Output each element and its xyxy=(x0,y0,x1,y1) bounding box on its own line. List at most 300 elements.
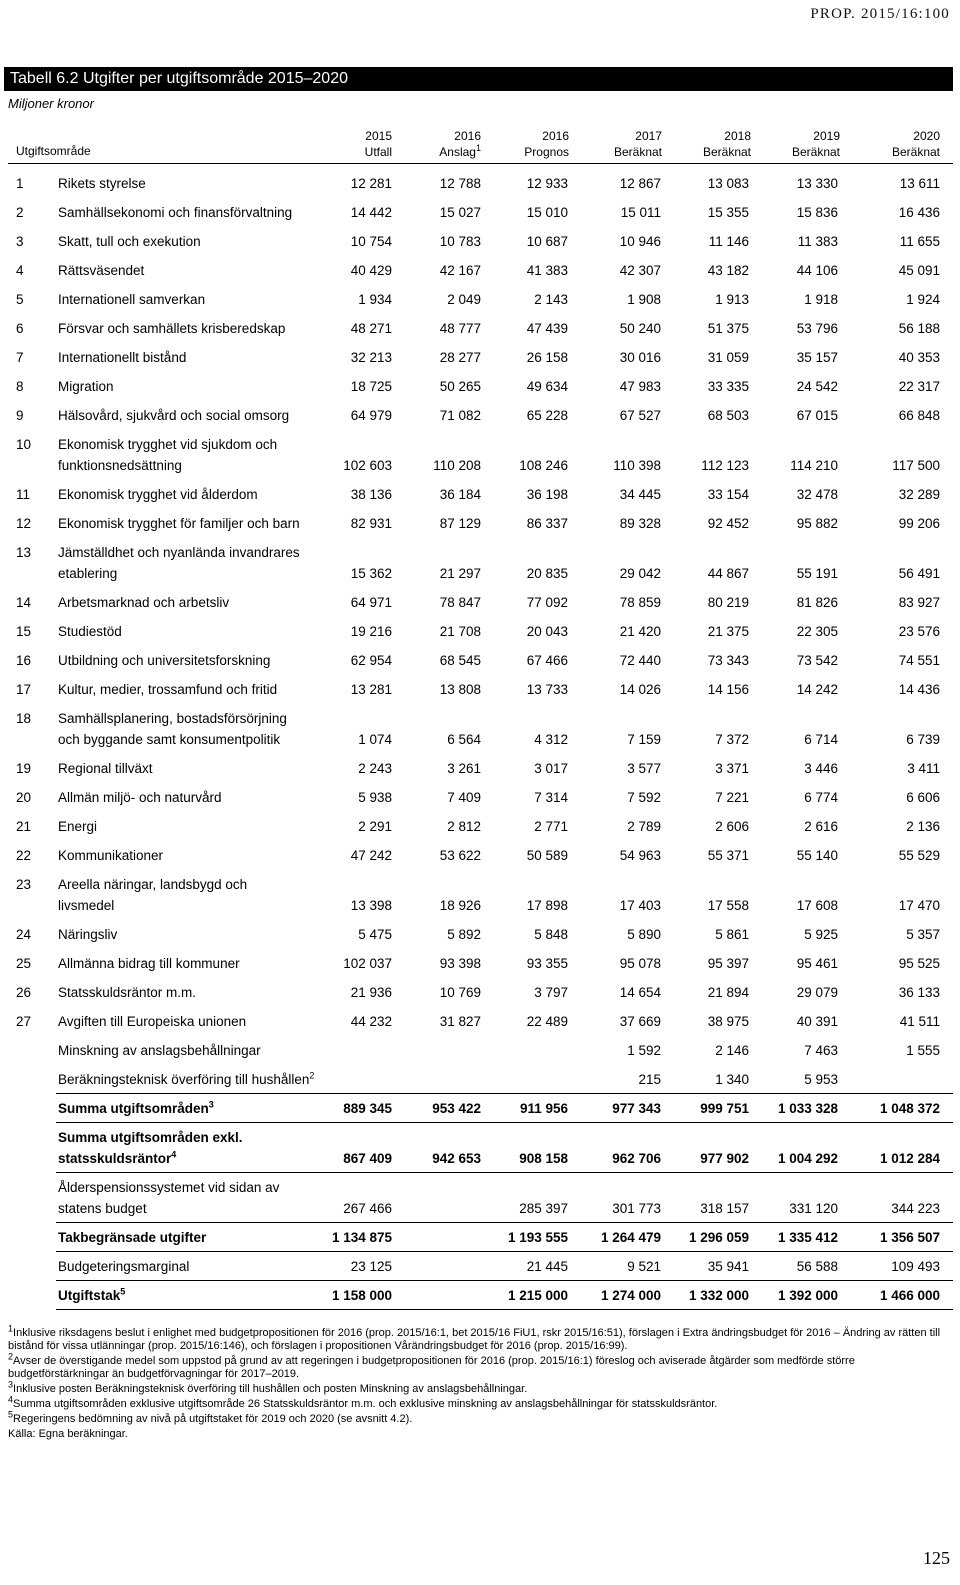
cell-value: 2 291 xyxy=(358,819,392,834)
cell-value: 318 157 xyxy=(700,1201,749,1216)
cell-value: 5 475 xyxy=(358,927,392,942)
row-rule xyxy=(56,1093,953,1094)
cell-value: 31 059 xyxy=(707,350,749,365)
row-number: 7 xyxy=(16,350,24,365)
table-row xyxy=(0,922,960,951)
row-label xyxy=(58,1069,348,1090)
cell-value: 5 848 xyxy=(534,927,568,942)
cell-value: 36 133 xyxy=(898,985,940,1000)
table-row xyxy=(0,648,960,677)
column-header xyxy=(582,128,662,160)
cell-value: 109 493 xyxy=(891,1259,940,1274)
cell-value: 3 411 xyxy=(907,761,940,776)
cell-value: 66 848 xyxy=(898,408,940,423)
cell-value: 1 332 000 xyxy=(688,1288,749,1303)
table-row xyxy=(0,1283,960,1312)
running-header: PROP. 2015/16:100 xyxy=(810,6,950,22)
cell-value: 215 xyxy=(638,1072,661,1087)
row-label-text: Internationellt bistånd xyxy=(58,350,187,365)
row-number: 23 xyxy=(16,877,32,892)
cell-value: 13 398 xyxy=(350,898,392,913)
table-row xyxy=(0,706,960,756)
cell-value: 67 015 xyxy=(796,408,838,423)
cell-value: 38 975 xyxy=(707,1014,749,1029)
column-header-kind-text: Beräknat xyxy=(613,145,662,159)
cell-value: 5 953 xyxy=(804,1072,838,1087)
cell-value: 62 954 xyxy=(350,653,392,668)
cell-value: 7 409 xyxy=(447,790,481,805)
cell-value: 1 074 xyxy=(358,732,392,747)
cell-value: 17 470 xyxy=(898,898,940,913)
cell-value: 3 261 xyxy=(447,761,481,776)
cell-value: 7 372 xyxy=(715,732,749,747)
row-number: 22 xyxy=(16,848,32,863)
column-header-year: 2016 xyxy=(454,129,481,143)
row-label-text: Ekonomisk trygghet för familjer och barn xyxy=(58,516,300,531)
cell-value: 47 242 xyxy=(350,848,392,863)
cell-value: 55 529 xyxy=(898,848,940,863)
cell-value: 6 606 xyxy=(906,790,940,805)
cell-value: 1 356 507 xyxy=(879,1230,940,1245)
cell-value: 78 847 xyxy=(439,595,481,610)
cell-value: 1 908 xyxy=(627,292,661,307)
column-header-kind xyxy=(312,144,392,160)
cell-value: 10 769 xyxy=(439,985,481,1000)
row-label xyxy=(58,434,348,455)
cell-value: 2 243 xyxy=(358,761,392,776)
cell-value: 12 933 xyxy=(526,176,568,191)
row-label-text: Summa utgiftsområden exkl. xyxy=(58,1130,243,1145)
cell-value: 977 902 xyxy=(700,1151,749,1166)
cell-value: 44 232 xyxy=(350,1014,392,1029)
column-header-year: 2019 xyxy=(813,129,840,143)
cell-value: 1 274 000 xyxy=(600,1288,661,1303)
table-row xyxy=(0,1175,960,1225)
cell-value: 953 422 xyxy=(432,1101,481,1116)
column-header xyxy=(760,128,840,160)
row-label-text: Beräkningsteknisk överföring till hushållen xyxy=(58,1072,310,1087)
table-row xyxy=(0,432,960,482)
cell-value: 15 355 xyxy=(707,205,749,220)
cell-value: 22 489 xyxy=(526,1014,568,1029)
row-label-text: Internationell samverkan xyxy=(58,292,206,307)
cell-value: 2 049 xyxy=(447,292,481,307)
cell-value: 56 188 xyxy=(898,321,940,336)
column-header-kind xyxy=(671,144,751,160)
cell-value: 7 592 xyxy=(627,790,661,805)
table-row xyxy=(0,756,960,785)
cell-value: 28 277 xyxy=(439,350,481,365)
cell-value: 55 140 xyxy=(796,848,838,863)
table-row xyxy=(0,1038,960,1067)
row-label xyxy=(58,708,348,729)
row-number: 26 xyxy=(16,985,32,1000)
column-header xyxy=(489,128,569,160)
cell-value: 908 158 xyxy=(519,1151,568,1166)
row-number: 25 xyxy=(16,956,32,971)
cell-value: 11 146 xyxy=(708,234,749,249)
cell-value: 95 397 xyxy=(707,956,749,971)
cell-value: 18 725 xyxy=(350,379,392,394)
cell-value: 17 898 xyxy=(526,898,568,913)
row-label-text: Minskning av anslagsbehållningar xyxy=(58,1043,261,1058)
cell-value: 82 931 xyxy=(350,516,392,531)
cell-value: 5 892 xyxy=(447,927,481,942)
cell-value: 81 826 xyxy=(796,595,838,610)
cell-value: 13 083 xyxy=(707,176,749,191)
cell-value: 53 796 xyxy=(796,321,838,336)
cell-value: 50 589 xyxy=(526,848,568,863)
cell-value: 7 159 xyxy=(627,732,661,747)
row-label-text: Allmän miljö- och naturvård xyxy=(58,790,222,805)
cell-value: 1 466 000 xyxy=(879,1288,940,1303)
table-row xyxy=(0,785,960,814)
row-label-text: Studiestöd xyxy=(58,624,122,639)
table-title: Tabell 6.2 Utgifter per utgiftsområde 2015–2020 xyxy=(4,67,953,91)
cell-value: 10 687 xyxy=(526,234,568,249)
cell-value: 1 592 xyxy=(627,1043,661,1058)
footnote xyxy=(8,1351,953,1381)
footnote-ref: 1 xyxy=(475,143,481,153)
footnote-text: Inklusive posten Beräkningsteknisk överföring till hushållen och posten Minskning av anslagsbehållningar. xyxy=(13,1383,528,1395)
cell-value: 2 771 xyxy=(534,819,568,834)
column-header-year: 2016 xyxy=(542,129,569,143)
cell-value: 77 092 xyxy=(526,595,568,610)
table-row xyxy=(0,1254,960,1283)
cell-value: 12 867 xyxy=(619,176,661,191)
table-row xyxy=(0,619,960,648)
row-label-text: Samhällsekonomi och finansförvaltning xyxy=(58,205,293,220)
cell-value: 889 345 xyxy=(343,1101,392,1116)
row-number: 27 xyxy=(16,1014,32,1029)
table-row xyxy=(0,345,960,374)
row-rule xyxy=(56,1222,953,1223)
cell-value: 21 297 xyxy=(439,566,481,581)
cell-value: 14 442 xyxy=(350,205,392,220)
cell-value: 1 934 xyxy=(358,292,392,307)
cell-value: 48 271 xyxy=(350,321,392,336)
cell-value: 14 242 xyxy=(796,682,838,697)
row-label-text: Kommunikationer xyxy=(58,848,164,863)
cell-value: 95 525 xyxy=(898,956,940,971)
cell-value: 5 357 xyxy=(906,927,940,942)
cell-value: 2 606 xyxy=(715,819,749,834)
cell-value: 112 123 xyxy=(701,458,749,473)
cell-value: 14 156 xyxy=(707,682,749,697)
cell-value: 15 011 xyxy=(620,205,661,220)
column-header-kind-text: Beräknat xyxy=(791,145,840,159)
footnote-ref: 4 xyxy=(171,1149,177,1160)
cell-value: 5 890 xyxy=(627,927,661,942)
cell-value: 4 312 xyxy=(534,732,568,747)
row-label-text: Rikets styrelse xyxy=(58,176,146,191)
cell-value: 6 714 xyxy=(804,732,838,747)
cell-value: 19 216 xyxy=(350,624,392,639)
row-rule xyxy=(56,1172,953,1173)
column-header xyxy=(312,128,392,160)
cell-value: 1 555 xyxy=(906,1043,940,1058)
cell-value: 67 466 xyxy=(526,653,568,668)
cell-value: 32 289 xyxy=(898,487,940,502)
cell-value: 89 328 xyxy=(619,516,661,531)
table-row xyxy=(0,374,960,403)
cell-value: 10 783 xyxy=(439,234,481,249)
row-label-text: Kultur, medier, trossamfund och fritid xyxy=(58,682,278,697)
cell-value: 2 136 xyxy=(906,819,940,834)
cell-value: 44 106 xyxy=(796,263,838,278)
table-row xyxy=(0,1096,960,1125)
column-header-year: 2017 xyxy=(635,129,662,143)
cell-value: 2 616 xyxy=(804,819,838,834)
row-label-text: Budgeteringsmarginal xyxy=(58,1259,190,1274)
cell-value: 95 078 xyxy=(619,956,661,971)
cell-value: 7 463 xyxy=(804,1043,838,1058)
cell-value: 86 337 xyxy=(526,516,568,531)
row-number: 2 xyxy=(16,205,24,220)
table-row xyxy=(0,814,960,843)
cell-value: 32 213 xyxy=(350,350,392,365)
cell-value: 285 397 xyxy=(519,1201,568,1216)
cell-value: 36 184 xyxy=(439,487,481,502)
cell-value: 1 048 372 xyxy=(879,1101,940,1116)
footnote-marker: 3 xyxy=(8,1379,14,1390)
cell-value: 34 445 xyxy=(619,487,661,502)
cell-value: 962 706 xyxy=(612,1151,661,1166)
column-header xyxy=(401,128,481,160)
cell-value: 15 010 xyxy=(526,205,568,220)
cell-value: 42 307 xyxy=(619,263,661,278)
cell-value: 102 037 xyxy=(343,956,392,971)
row-number: 13 xyxy=(16,545,32,560)
cell-value: 35 941 xyxy=(707,1259,749,1274)
cell-value: 21 708 xyxy=(439,624,481,639)
row-label xyxy=(58,1127,348,1148)
table-subtitle: Miljoner kronor xyxy=(8,96,94,111)
row-label xyxy=(58,542,348,563)
column-header-kind xyxy=(760,144,840,160)
cell-value: 999 751 xyxy=(700,1101,749,1116)
row-number: 14 xyxy=(16,595,32,610)
row-rule xyxy=(56,1122,953,1123)
row-label-text: Energi xyxy=(58,819,98,834)
cell-value: 48 777 xyxy=(439,321,481,336)
cell-value: 2 812 xyxy=(447,819,481,834)
cell-value: 344 223 xyxy=(891,1201,940,1216)
cell-value: 73 343 xyxy=(707,653,749,668)
cell-value: 6 739 xyxy=(906,732,940,747)
cell-value: 23 576 xyxy=(898,624,940,639)
row-number: 3 xyxy=(16,234,24,249)
footnote xyxy=(8,1394,953,1411)
column-header-kind xyxy=(401,144,481,160)
cell-value: 71 082 xyxy=(439,408,481,423)
cell-value: 41 511 xyxy=(899,1014,940,1029)
row-number: 19 xyxy=(16,761,32,776)
cell-value: 14 026 xyxy=(619,682,661,697)
row-number: 11 xyxy=(16,487,31,502)
cell-value: 977 343 xyxy=(612,1101,661,1116)
cell-value: 3 017 xyxy=(534,761,568,776)
cell-value: 1 264 479 xyxy=(600,1230,661,1245)
column-header xyxy=(860,128,940,160)
table-row xyxy=(0,482,960,511)
cell-value: 3 577 xyxy=(627,761,661,776)
footnote xyxy=(8,1409,953,1426)
row-number: 1 xyxy=(16,176,24,191)
row-label-text: Arbetsmarknad och arbetsliv xyxy=(58,595,230,610)
row-label xyxy=(58,874,348,895)
cell-value: 32 478 xyxy=(796,487,838,502)
cell-value: 64 971 xyxy=(350,595,392,610)
row-number: 10 xyxy=(16,437,32,452)
row-label-text: Statsskuldsräntor m.m. xyxy=(58,985,197,1000)
cell-value: 37 669 xyxy=(619,1014,661,1029)
column-header xyxy=(671,128,751,160)
cell-value: 53 622 xyxy=(439,848,481,863)
cell-value: 21 420 xyxy=(619,624,661,639)
row-label-text: Näringsliv xyxy=(58,927,118,942)
row-number: 9 xyxy=(16,408,24,423)
cell-value: 1 296 059 xyxy=(688,1230,749,1245)
cell-value: 7 314 xyxy=(534,790,568,805)
cell-value: 16 436 xyxy=(898,205,940,220)
cell-value: 93 355 xyxy=(526,956,568,971)
table-row xyxy=(0,200,960,229)
row-label-text: Regional tillväxt xyxy=(58,761,153,776)
cell-value: 23 125 xyxy=(350,1259,392,1274)
cell-value: 18 926 xyxy=(439,898,481,913)
cell-value: 35 157 xyxy=(796,350,838,365)
footnote-marker: 5 xyxy=(8,1409,14,1420)
cell-value: 13 808 xyxy=(439,682,481,697)
cell-value: 5 861 xyxy=(715,927,749,942)
table-row xyxy=(0,229,960,258)
header-rule xyxy=(8,163,953,164)
row-label-text: Ålderspensionssystemet vid sidan av xyxy=(58,1180,280,1195)
table-row xyxy=(0,287,960,316)
table-row xyxy=(0,258,960,287)
row-label-text: Areella näringar, landsbygd och xyxy=(58,877,248,892)
cell-value: 13 330 xyxy=(796,176,838,191)
row-label-text: etablering xyxy=(58,566,118,581)
cell-value: 117 500 xyxy=(892,458,940,473)
cell-value: 49 634 xyxy=(526,379,568,394)
row-rule xyxy=(56,1309,953,1310)
column-header-kind-text: Prognos xyxy=(524,145,569,159)
row-label-text: statens budget xyxy=(58,1201,147,1216)
cell-value: 64 979 xyxy=(350,408,392,423)
cell-value: 72 440 xyxy=(619,653,661,668)
row-label-text: Jämställdhet och nyanlända invandrares xyxy=(58,545,300,560)
column-header-kind-text: Beräknat xyxy=(891,145,940,159)
cell-value: 1 913 xyxy=(715,292,749,307)
cell-value: 24 542 xyxy=(796,379,838,394)
table-row xyxy=(0,171,960,200)
cell-value: 44 867 xyxy=(707,566,749,581)
row-label-text: Allmänna bidrag till kommuner xyxy=(58,956,240,971)
table-row xyxy=(0,677,960,706)
cell-value: 867 409 xyxy=(343,1151,392,1166)
column-header-kind xyxy=(582,144,662,160)
row-label-text: Försvar och samhällets krisberedskap xyxy=(58,321,286,336)
cell-value: 6 564 xyxy=(447,732,481,747)
table-row xyxy=(0,1067,960,1096)
table-row xyxy=(0,511,960,540)
cell-value: 95 882 xyxy=(796,516,838,531)
cell-value: 5 938 xyxy=(358,790,392,805)
row-number: 6 xyxy=(16,321,24,336)
table-row xyxy=(0,1009,960,1038)
column-header-kind xyxy=(489,144,569,160)
footnote-marker: 2 xyxy=(8,1351,14,1362)
cell-value: 56 491 xyxy=(898,566,940,581)
row-number: 21 xyxy=(16,819,32,834)
cell-value: 83 927 xyxy=(898,595,940,610)
cell-value: 1 012 284 xyxy=(879,1151,940,1166)
cell-value: 41 383 xyxy=(526,263,568,278)
row-number: 20 xyxy=(16,790,32,805)
cell-value: 12 281 xyxy=(350,176,392,191)
cell-value: 21 375 xyxy=(707,624,749,639)
cell-value: 17 558 xyxy=(707,898,749,913)
footnote xyxy=(8,1428,953,1441)
cell-value: 1 215 000 xyxy=(507,1288,568,1303)
cell-value: 65 228 xyxy=(526,408,568,423)
row-label-text: Ekonomisk trygghet vid ålderdom xyxy=(58,487,258,502)
cell-value: 21 936 xyxy=(350,985,392,1000)
row-label-text: Samhällsplanering, bostadsförsörjning xyxy=(58,711,287,726)
row-number: 4 xyxy=(16,263,24,278)
table-row xyxy=(0,1225,960,1254)
cell-value: 47 439 xyxy=(526,321,568,336)
column-header-kind-text: Beräknat xyxy=(702,145,751,159)
table-row xyxy=(0,316,960,345)
cell-value: 1 134 875 xyxy=(331,1230,392,1245)
cell-value: 68 545 xyxy=(439,653,481,668)
footnote-ref: 2 xyxy=(309,1070,315,1081)
row-label-text: Migration xyxy=(58,379,114,394)
footnote-text: Inklusive riksdagens beslut i enlighet med budgetpropositionen för 2016 (prop. 2015/16:1, bet 2015/16 FiU1, rskr 2015/16:51), förslagen i Extra ändringsbudget för 2016 – Ändring av rätten till bistånd för vissa utlänningar (prop. 2015/16:146), och förslagen i propositionen Vårändringsbudget för 2016 (prop. 2015/16:99). xyxy=(8,1327,941,1352)
cell-value: 73 542 xyxy=(796,653,838,668)
table-row xyxy=(0,590,960,619)
cell-value: 110 208 xyxy=(433,458,481,473)
row-number: 17 xyxy=(16,682,32,697)
cell-value: 22 317 xyxy=(898,379,940,394)
row-label-text: Takbegränsade utgifter xyxy=(58,1230,207,1245)
cell-value: 13 733 xyxy=(526,682,568,697)
cell-value: 99 206 xyxy=(898,516,940,531)
cell-value: 114 210 xyxy=(790,458,838,473)
row-label-text: statsskuldsräntor xyxy=(58,1151,172,1166)
column-header-kind-text: Utfall xyxy=(364,145,392,159)
cell-value: 40 429 xyxy=(350,263,392,278)
footnote-ref: 3 xyxy=(208,1099,214,1110)
cell-value: 1 392 000 xyxy=(777,1288,838,1303)
cell-value: 33 154 xyxy=(707,487,749,502)
cell-value: 50 240 xyxy=(619,321,661,336)
cell-value: 17 403 xyxy=(619,898,661,913)
row-number: 5 xyxy=(16,292,24,307)
cell-value: 93 398 xyxy=(439,956,481,971)
cell-value: 40 391 xyxy=(796,1014,838,1029)
cell-value: 80 219 xyxy=(707,595,749,610)
cell-value: 6 774 xyxy=(804,790,838,805)
cell-value: 14 654 xyxy=(619,985,661,1000)
row-label-text: funktionsnedsättning xyxy=(58,458,182,473)
row-label-text: Avgiften till Europeiska unionen xyxy=(58,1014,247,1029)
cell-value: 29 079 xyxy=(796,985,838,1000)
row-label-text: och byggande samt konsumentpolitik xyxy=(58,732,281,747)
